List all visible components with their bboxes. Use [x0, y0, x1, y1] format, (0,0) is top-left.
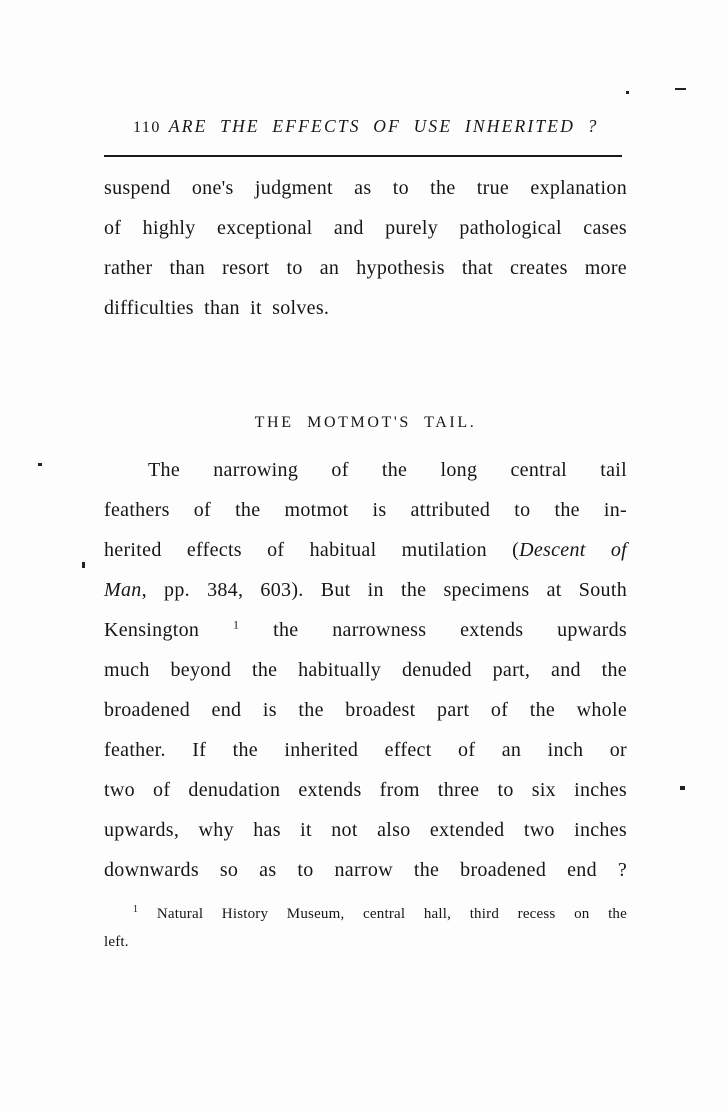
footnote: [104, 900, 627, 956]
text-line: broadened end is the broadest part of the whole: [104, 699, 627, 721]
paragraph-2: [104, 450, 627, 890]
scan-speck: [38, 463, 42, 466]
footnote-marker: 1: [133, 904, 139, 915]
footnote-line: left.: [104, 934, 129, 950]
scan-speck: [626, 91, 629, 94]
scan-speck: [680, 786, 685, 790]
text-line: upwards, why has it not also extended two inches: [104, 819, 627, 841]
italic-book-title: Man: [104, 579, 142, 601]
text-segment: , pp. 384, 603). But in the specimens at South: [141, 579, 627, 601]
italic-book-title: Descent of: [519, 539, 627, 561]
text-line: [104, 570, 627, 610]
text-segment: Kensington: [104, 619, 200, 641]
header-rule: [104, 155, 622, 157]
footnote-line: [104, 900, 627, 928]
page-header: [133, 116, 627, 144]
scan-speck: [82, 562, 85, 568]
running-title: ARE THE EFFECTS OF USE INHERITED ?: [168, 116, 599, 136]
text-line: feathers of the motmot is attributed to the in-: [104, 499, 627, 521]
text-line: suspend one's judgment as to the true explanation: [104, 177, 627, 199]
text-line: The narrowing of the long central tail: [148, 459, 627, 481]
text-line: [104, 610, 627, 650]
text-line: rather than resort to an hypothesis that creates more: [104, 257, 627, 279]
text-line: difficulties than it solves.: [104, 297, 330, 319]
text-segment: herited effects of habitual mutilation (: [104, 539, 520, 561]
section-heading: THE MOTMOT'S TAIL.: [254, 414, 477, 431]
page-number: 110: [133, 119, 161, 136]
text-line: much beyond the habitually denuded part, and the: [104, 659, 627, 681]
text-line: two of denudation extends from three to six inches: [104, 779, 627, 801]
text-line: [104, 530, 627, 570]
text-line: downwards so as to narrow the broadened end ?: [104, 859, 627, 881]
text-line: of highly exceptional and purely pathological cases: [104, 217, 627, 239]
scan-speck: [675, 88, 686, 90]
text-line: feather. If the inherited effect of an inch or: [104, 739, 627, 761]
footnote-text: Natural History Museum, central hall, third recess on the: [156, 906, 627, 922]
footnote-reference: 1: [233, 617, 240, 632]
text-segment: the narrowness extends upwards: [273, 619, 627, 641]
paragraph-1: [104, 168, 627, 328]
